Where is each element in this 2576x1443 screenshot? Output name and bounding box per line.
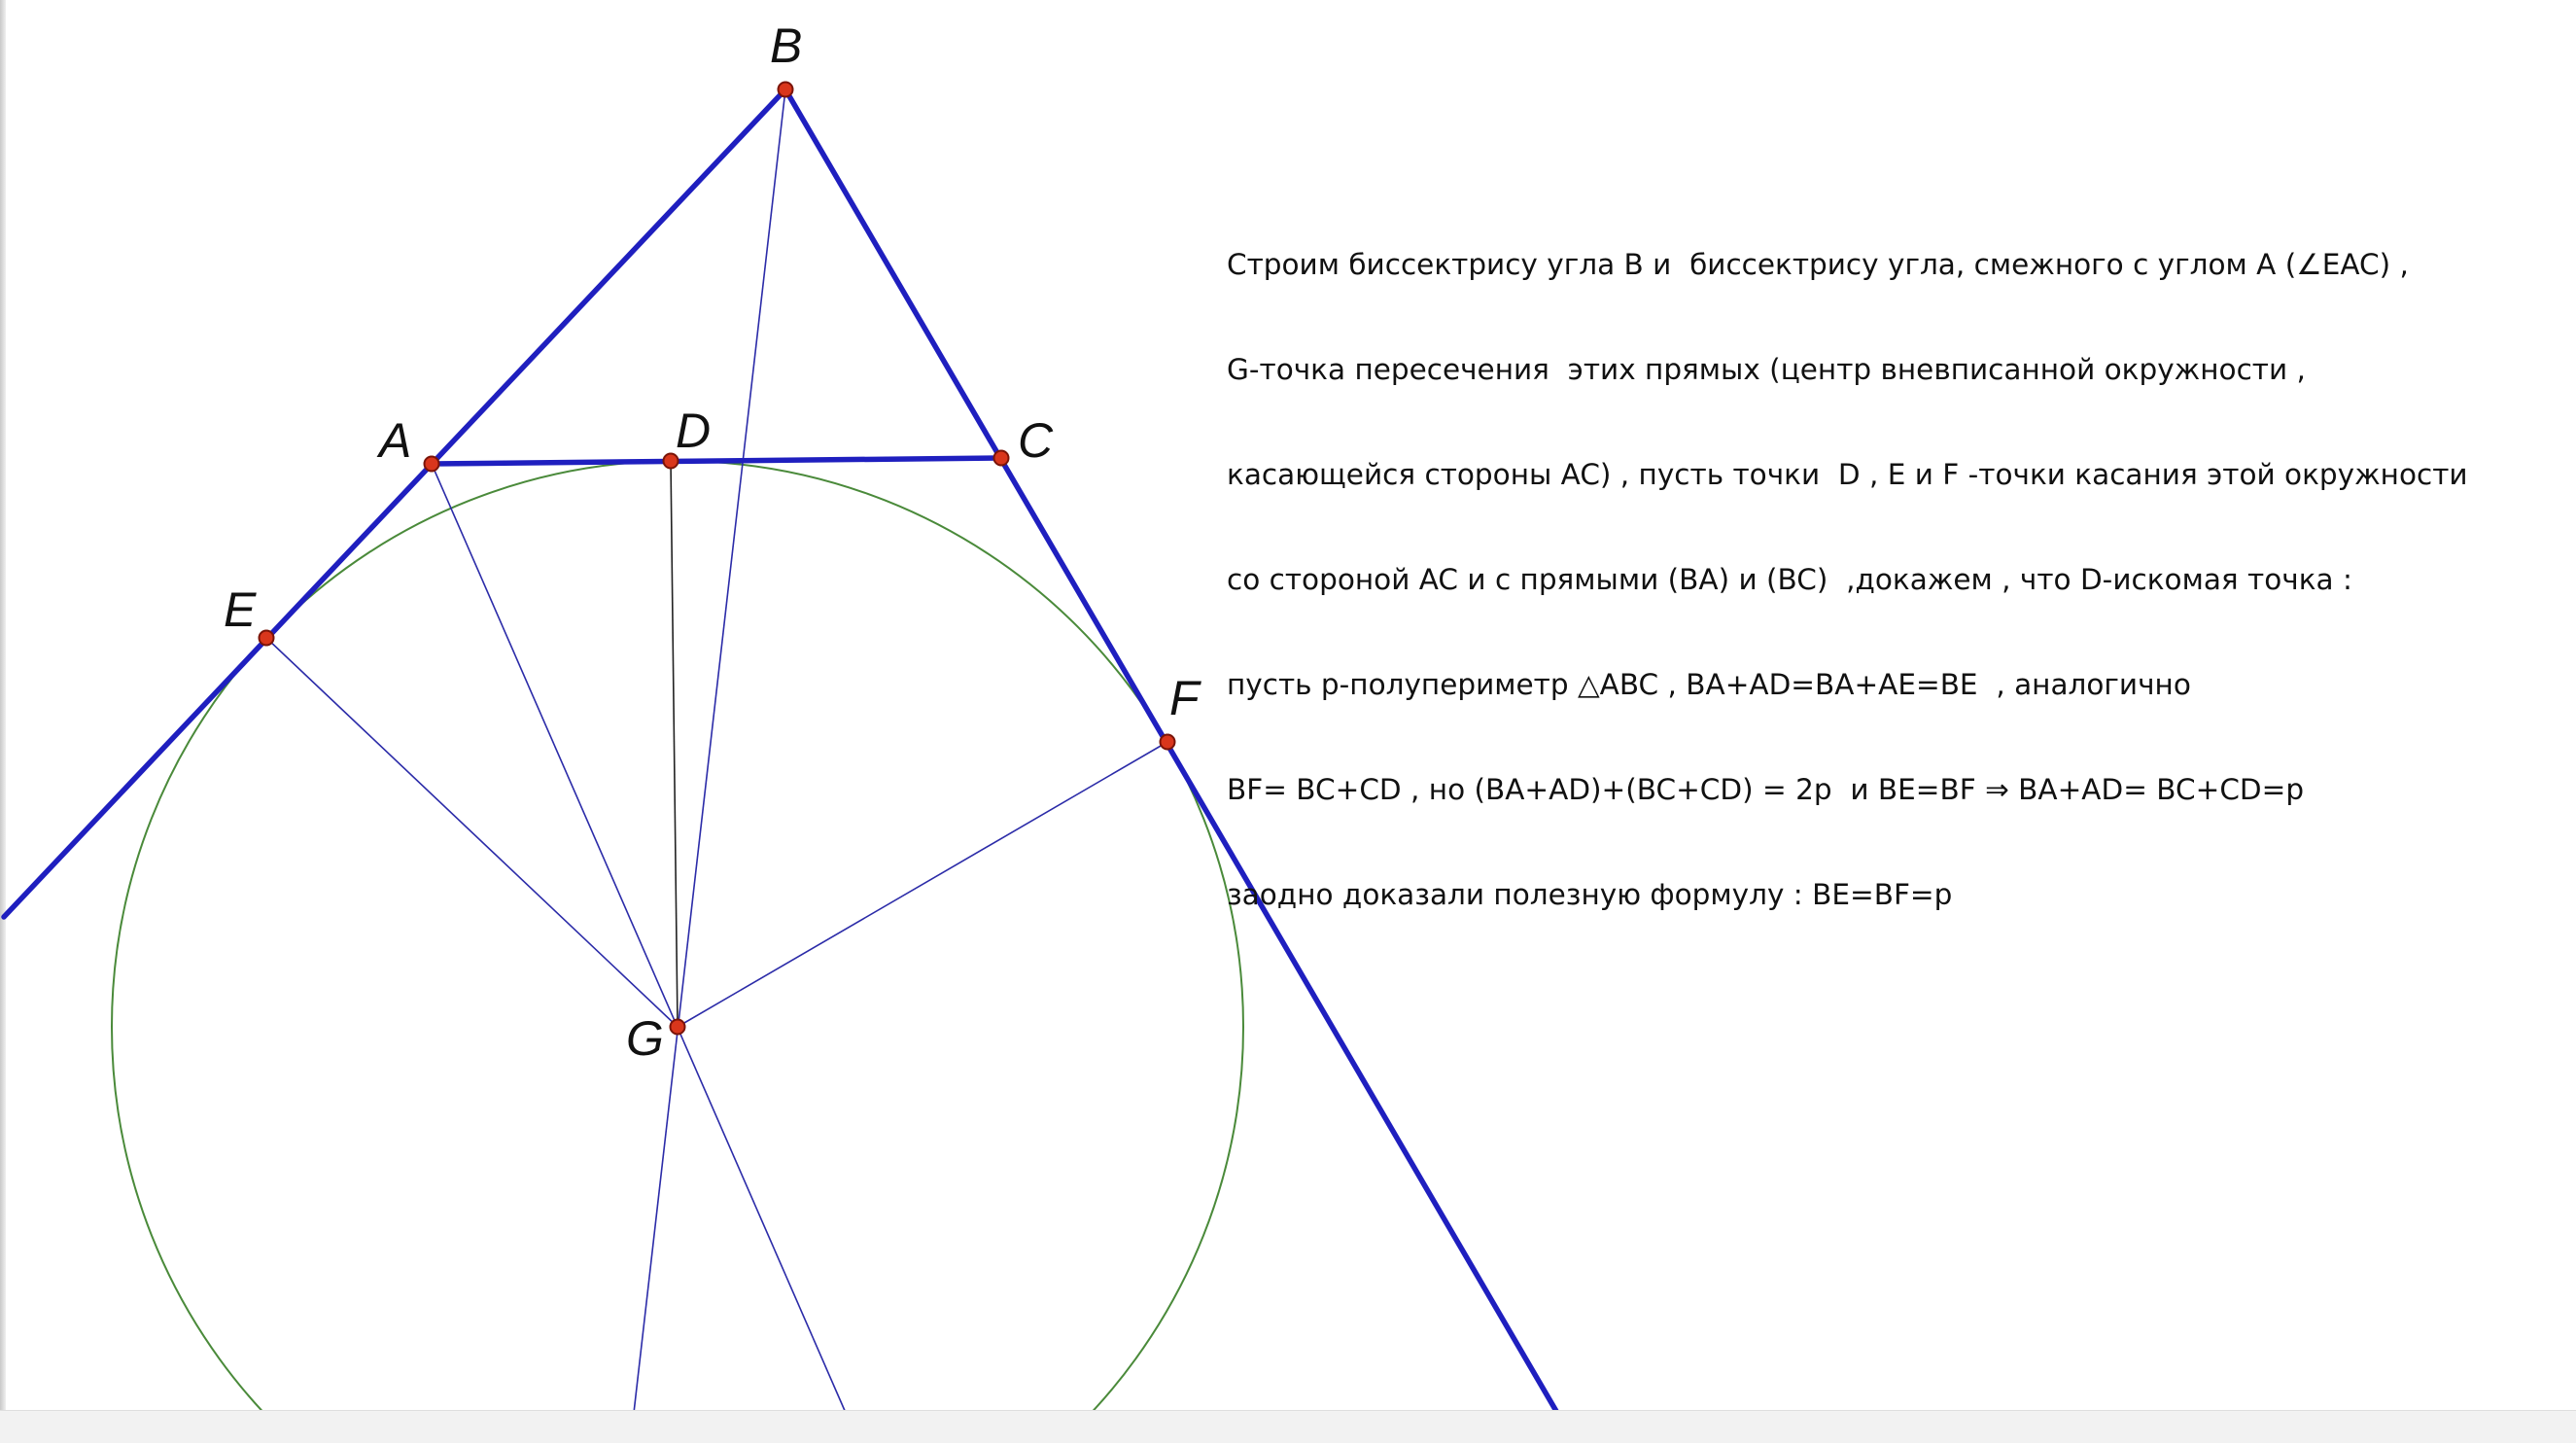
label-a: A [379,413,412,468]
explanation-line: заодно доказали полезную формулу : BE=BF=p [1227,878,1953,911]
ray-b-a-extended [4,89,785,917]
external-bisector-line-a-through-g [432,464,846,1413]
window-bottom-edge [0,1410,2576,1443]
construction-lines [266,89,1167,1413]
point-g[interactable] [671,1020,685,1035]
label-e: E [224,582,257,637]
label-f: F [1169,671,1200,725]
label-c: C [1018,413,1054,468]
label-d: D [676,404,712,458]
bisector-line-b-through-g [634,89,785,1413]
explanation-line: касающейся стороны AC) , пусть точки D , E и F -точки касания этой окружности [1227,458,2468,491]
segment-g-f [678,742,1167,1027]
point-labels [224,18,1201,1066]
segment-g-e [266,638,678,1027]
point-a[interactable] [425,457,439,472]
label-g: G [626,1011,664,1066]
side-a-c [432,458,1001,464]
explanation-line: G-точка пересечения этих прямых (центр вневписанной окружности , [1227,353,2306,386]
segment-d-g [671,461,678,1027]
explanation-text [1227,177,2559,947]
explanation-line: BF= BC+CD , но (BA+AD)+(BC+CD) = 2p и BE=BF ⇒ BA+AD= BC+CD=p [1227,773,2305,806]
label-b: B [770,18,803,73]
point-f[interactable] [1161,735,1175,750]
explanation-line: пусть p-полупериметр △ABC , BA+AD=BA+AE=BE , аналогично [1227,668,2191,701]
point-c[interactable] [994,451,1009,466]
point-b[interactable] [779,83,793,97]
point-e[interactable] [260,631,274,646]
excircle [112,461,1243,1442]
explanation-line: со стороной AC и с прямыми (BA) и (BC) ,докажем , что D-искомая точка : [1227,563,2352,596]
explanation-line: Строим биссектрису угла B и биссектрису угла, смежного с углом A (∠EAC) , [1227,248,2409,281]
points [260,83,1175,1035]
